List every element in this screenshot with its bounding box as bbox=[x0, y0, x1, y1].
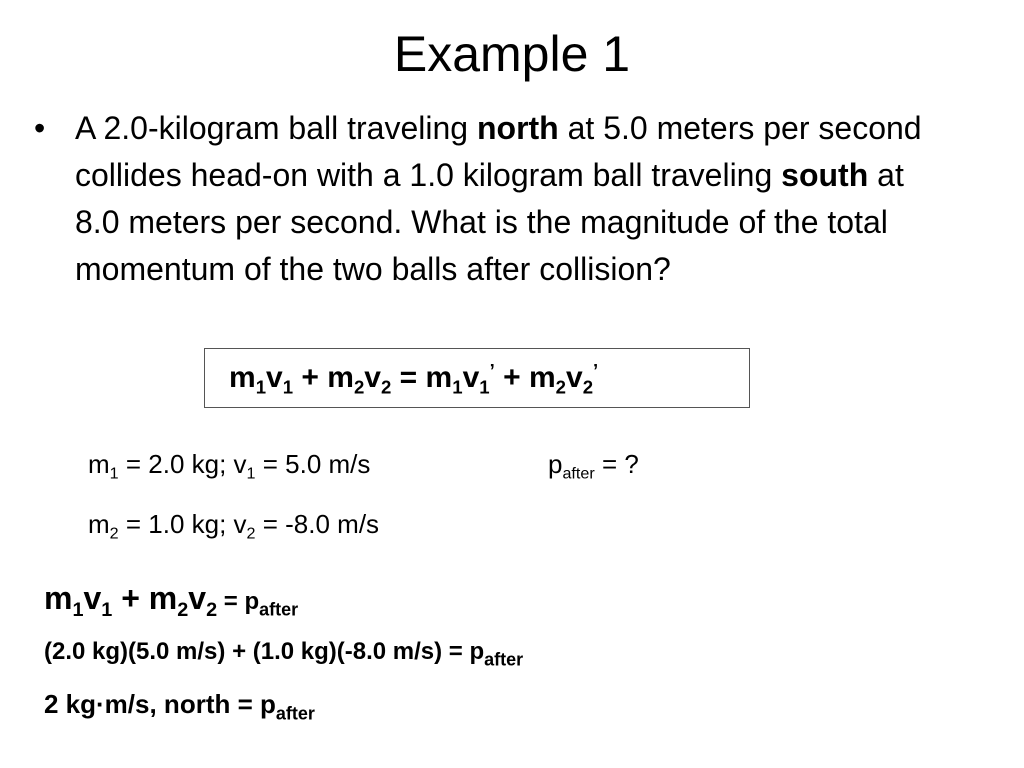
step1-m1-sub: 1 bbox=[72, 598, 84, 621]
step2-p-sub: after bbox=[484, 649, 524, 670]
formula-m1-after-sub: 1 bbox=[452, 376, 463, 398]
problem-text bbox=[75, 105, 955, 293]
solution-step-1 bbox=[44, 578, 298, 622]
step1-m1: m bbox=[44, 580, 73, 616]
formula-v2-after: v bbox=[566, 361, 583, 394]
step1-plus: + bbox=[112, 580, 149, 616]
formula-plus-1: + bbox=[293, 361, 328, 394]
formula-v2-prime: ’ bbox=[593, 359, 599, 381]
formula-m2-after: m bbox=[528, 361, 556, 394]
step3-p-sub: after bbox=[275, 703, 315, 724]
step2-text: (2.0 kg)(5.0 m/s) + (1.0 kg)(-8.0 m/s) = p bbox=[44, 638, 485, 665]
unknown-p: p bbox=[548, 449, 563, 479]
formula-v1-after-sub: 1 bbox=[479, 376, 490, 398]
given-m2: m bbox=[88, 509, 110, 539]
formula-v1-prime: ’ bbox=[489, 359, 495, 381]
slide-title: Example 1 bbox=[393, 26, 631, 82]
formula-v2: v bbox=[364, 361, 381, 394]
formula-plus-2: + bbox=[494, 361, 529, 394]
step1-v2-sub: 2 bbox=[206, 598, 218, 621]
step1-m2: m bbox=[148, 580, 178, 616]
given-line-1 bbox=[88, 448, 371, 483]
problem-bold-south: south bbox=[781, 157, 869, 193]
step1-v2: v bbox=[188, 580, 207, 616]
problem-text-1: A 2.0-kilogram ball traveling bbox=[75, 110, 477, 146]
momentum-conservation-formula bbox=[229, 359, 598, 397]
formula-equals: = bbox=[391, 361, 426, 394]
step1-p-sub: after bbox=[259, 599, 299, 620]
formula-v1-sub: 1 bbox=[282, 376, 294, 398]
momentum-conservation-formula-box bbox=[204, 348, 750, 408]
formula-v1-after: v bbox=[462, 361, 480, 394]
step3-text: 2 kg·m/s, north = p bbox=[44, 689, 276, 719]
given-line-2 bbox=[88, 508, 380, 543]
problem-bold-north: north bbox=[476, 110, 559, 146]
given-v2-value: = -8.0 m/s bbox=[255, 509, 380, 539]
given-v2-sub: 2 bbox=[246, 524, 256, 543]
formula-m1-after: m bbox=[425, 361, 453, 394]
solution-step-2 bbox=[44, 636, 523, 668]
formula-m1-sub: 1 bbox=[255, 376, 267, 398]
given-m2-value: = 1.0 kg; v bbox=[118, 509, 247, 539]
problem-text-2: at 5.0 meters per second collides head-on with a 1.0 kilogram ball traveling bbox=[75, 110, 922, 193]
problem-text-3: at 8.0 meters per second. What is the magnitude of the total momentum of the two balls after collision? bbox=[75, 157, 904, 287]
given-m1-sub: 1 bbox=[109, 464, 119, 483]
solution-step-3 bbox=[44, 688, 315, 724]
given-m2-sub: 2 bbox=[109, 524, 119, 543]
formula-v2-sub: 2 bbox=[380, 376, 392, 398]
given-v1-value: = 5.0 m/s bbox=[255, 449, 371, 479]
formula-m2-after-sub: 2 bbox=[555, 376, 566, 398]
formula-m2-sub: 2 bbox=[353, 376, 365, 398]
formula-m2: m bbox=[327, 361, 354, 394]
given-m1: m bbox=[88, 449, 110, 479]
bullet-icon: • bbox=[34, 110, 46, 146]
unknown-p-sub: after bbox=[562, 464, 595, 483]
given-m1-value: = 2.0 kg; v bbox=[118, 449, 247, 479]
given-v1-sub: 1 bbox=[246, 464, 256, 483]
unknown-p-after bbox=[548, 448, 639, 483]
step1-v1-sub: 1 bbox=[101, 598, 113, 621]
formula-v1: v bbox=[266, 361, 283, 394]
formula-v2-after-sub: 2 bbox=[582, 376, 594, 398]
unknown-value: = ? bbox=[594, 449, 639, 479]
step1-equals-p: = p bbox=[217, 588, 260, 615]
step1-v1: v bbox=[83, 580, 102, 616]
formula-m1: m bbox=[229, 361, 256, 394]
step1-m2-sub: 2 bbox=[177, 598, 189, 621]
